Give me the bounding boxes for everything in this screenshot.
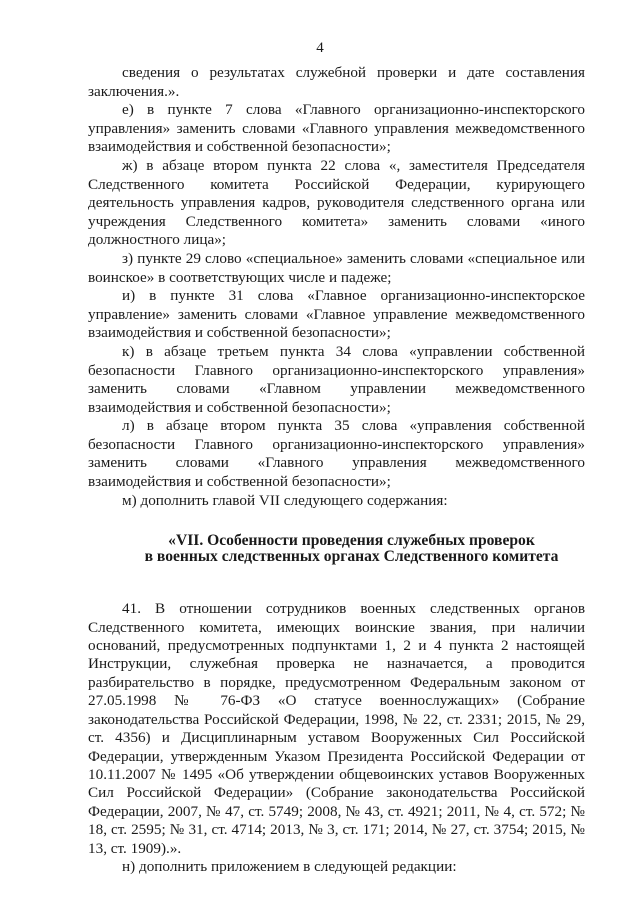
paragraph-item-m: м) дополнить главой VII следующего содержания:	[122, 491, 448, 509]
document-body	[88, 64, 585, 877]
paragraph-item-z: з) пункте 29 слово «специальное» заменить словами «специальное или воинское» в соответствующих числе и падеже;	[88, 249, 585, 286]
section-spacer	[88, 565, 585, 600]
article-41: 41. В отношении сотрудников военных следственных органов Следственного комитета, имеющих воинские звания, при наличии оснований, предусмотренных подпунктами 1, 2 и 4 пункта 2 настоящей Инструкции, служебная проверка не назначается, а проводится разбирательство в порядке, предусмотренном Федеральным законом от 27.05.1998 № 76-ФЗ «О статусе военнослужащих» (Собрание законодательства Российской Федерации, 1998, № 22, ст. 2331; 2015, № 29, ст. 4356) и Дисциплинарным уставом Вооруженных Сил Российской Федерации, утвержденным Указом Президента Российской Федерации от 10.11.2007 № 1495 «Об утверждении общевоинских уставов Вооруженных Сил Российской Федерации» (Собрание законодательства Российской Федерации, 2007, № 47, ст. 5749; 2008, № 43, ст. 4921; 2011, № 4, ст. 572; № 18, ст. 2595; № 31, ст. 4714; 2013, № 3, ст. 171; 2014, № 27, ст. 3754; 2015, № 13, ст. 1909).».	[88, 600, 585, 857]
paragraph-item-e: е) в пункте 7 слова «Главного организационно-инспекторского управления» заменить словами «Главного управления межведомственного взаимодействия и собственной безопасности»;	[88, 101, 585, 156]
paragraph-item-l: л) в абзаце втором пункта 35 слова «управления собственной безопасности Главного организационно-инспекторского управления» заменить словами «Главного управления межведомственного взаимодействия и собственной безопасности»;	[88, 417, 585, 491]
chapter-title-line1: «VII. Особенности проведения служебных проверок	[168, 532, 535, 550]
paragraph-conclusion: сведения о результатах служебной проверки и дате составления заключения.».	[88, 64, 585, 100]
page-number: 4	[316, 40, 324, 56]
paragraph-item-n: н) дополнить приложением в следующей редакции:	[122, 857, 457, 875]
chapter-title	[88, 533, 585, 565]
paragraph-item-k: к) в абзаце третьем пункта 34 слова «управлении собственной безопасности Главного организационно-инспекторского управления» заменить словами «Главном управлении межведомственного взаимодействия и собственной безопасности»;	[88, 342, 585, 416]
chapter-title-line2: в военных следственных органах Следственного комитета	[144, 548, 559, 566]
paragraph-item-i: и) в пункте 31 слова «Главное организационно-инспекторское управление» заменить словами «Главное управление межведомственного взаимодействия и собственной безопасности»;	[88, 287, 585, 342]
paragraph-item-zh: ж) в абзаце втором пункта 22 слова «, заместителя Председателя Следственного комитета Российской Федерации, курирующего деятельность управления кадров, руководителя следственного органа или учреждения Следственного комитета» заменить словами «иного должностного лица»;	[88, 156, 585, 249]
